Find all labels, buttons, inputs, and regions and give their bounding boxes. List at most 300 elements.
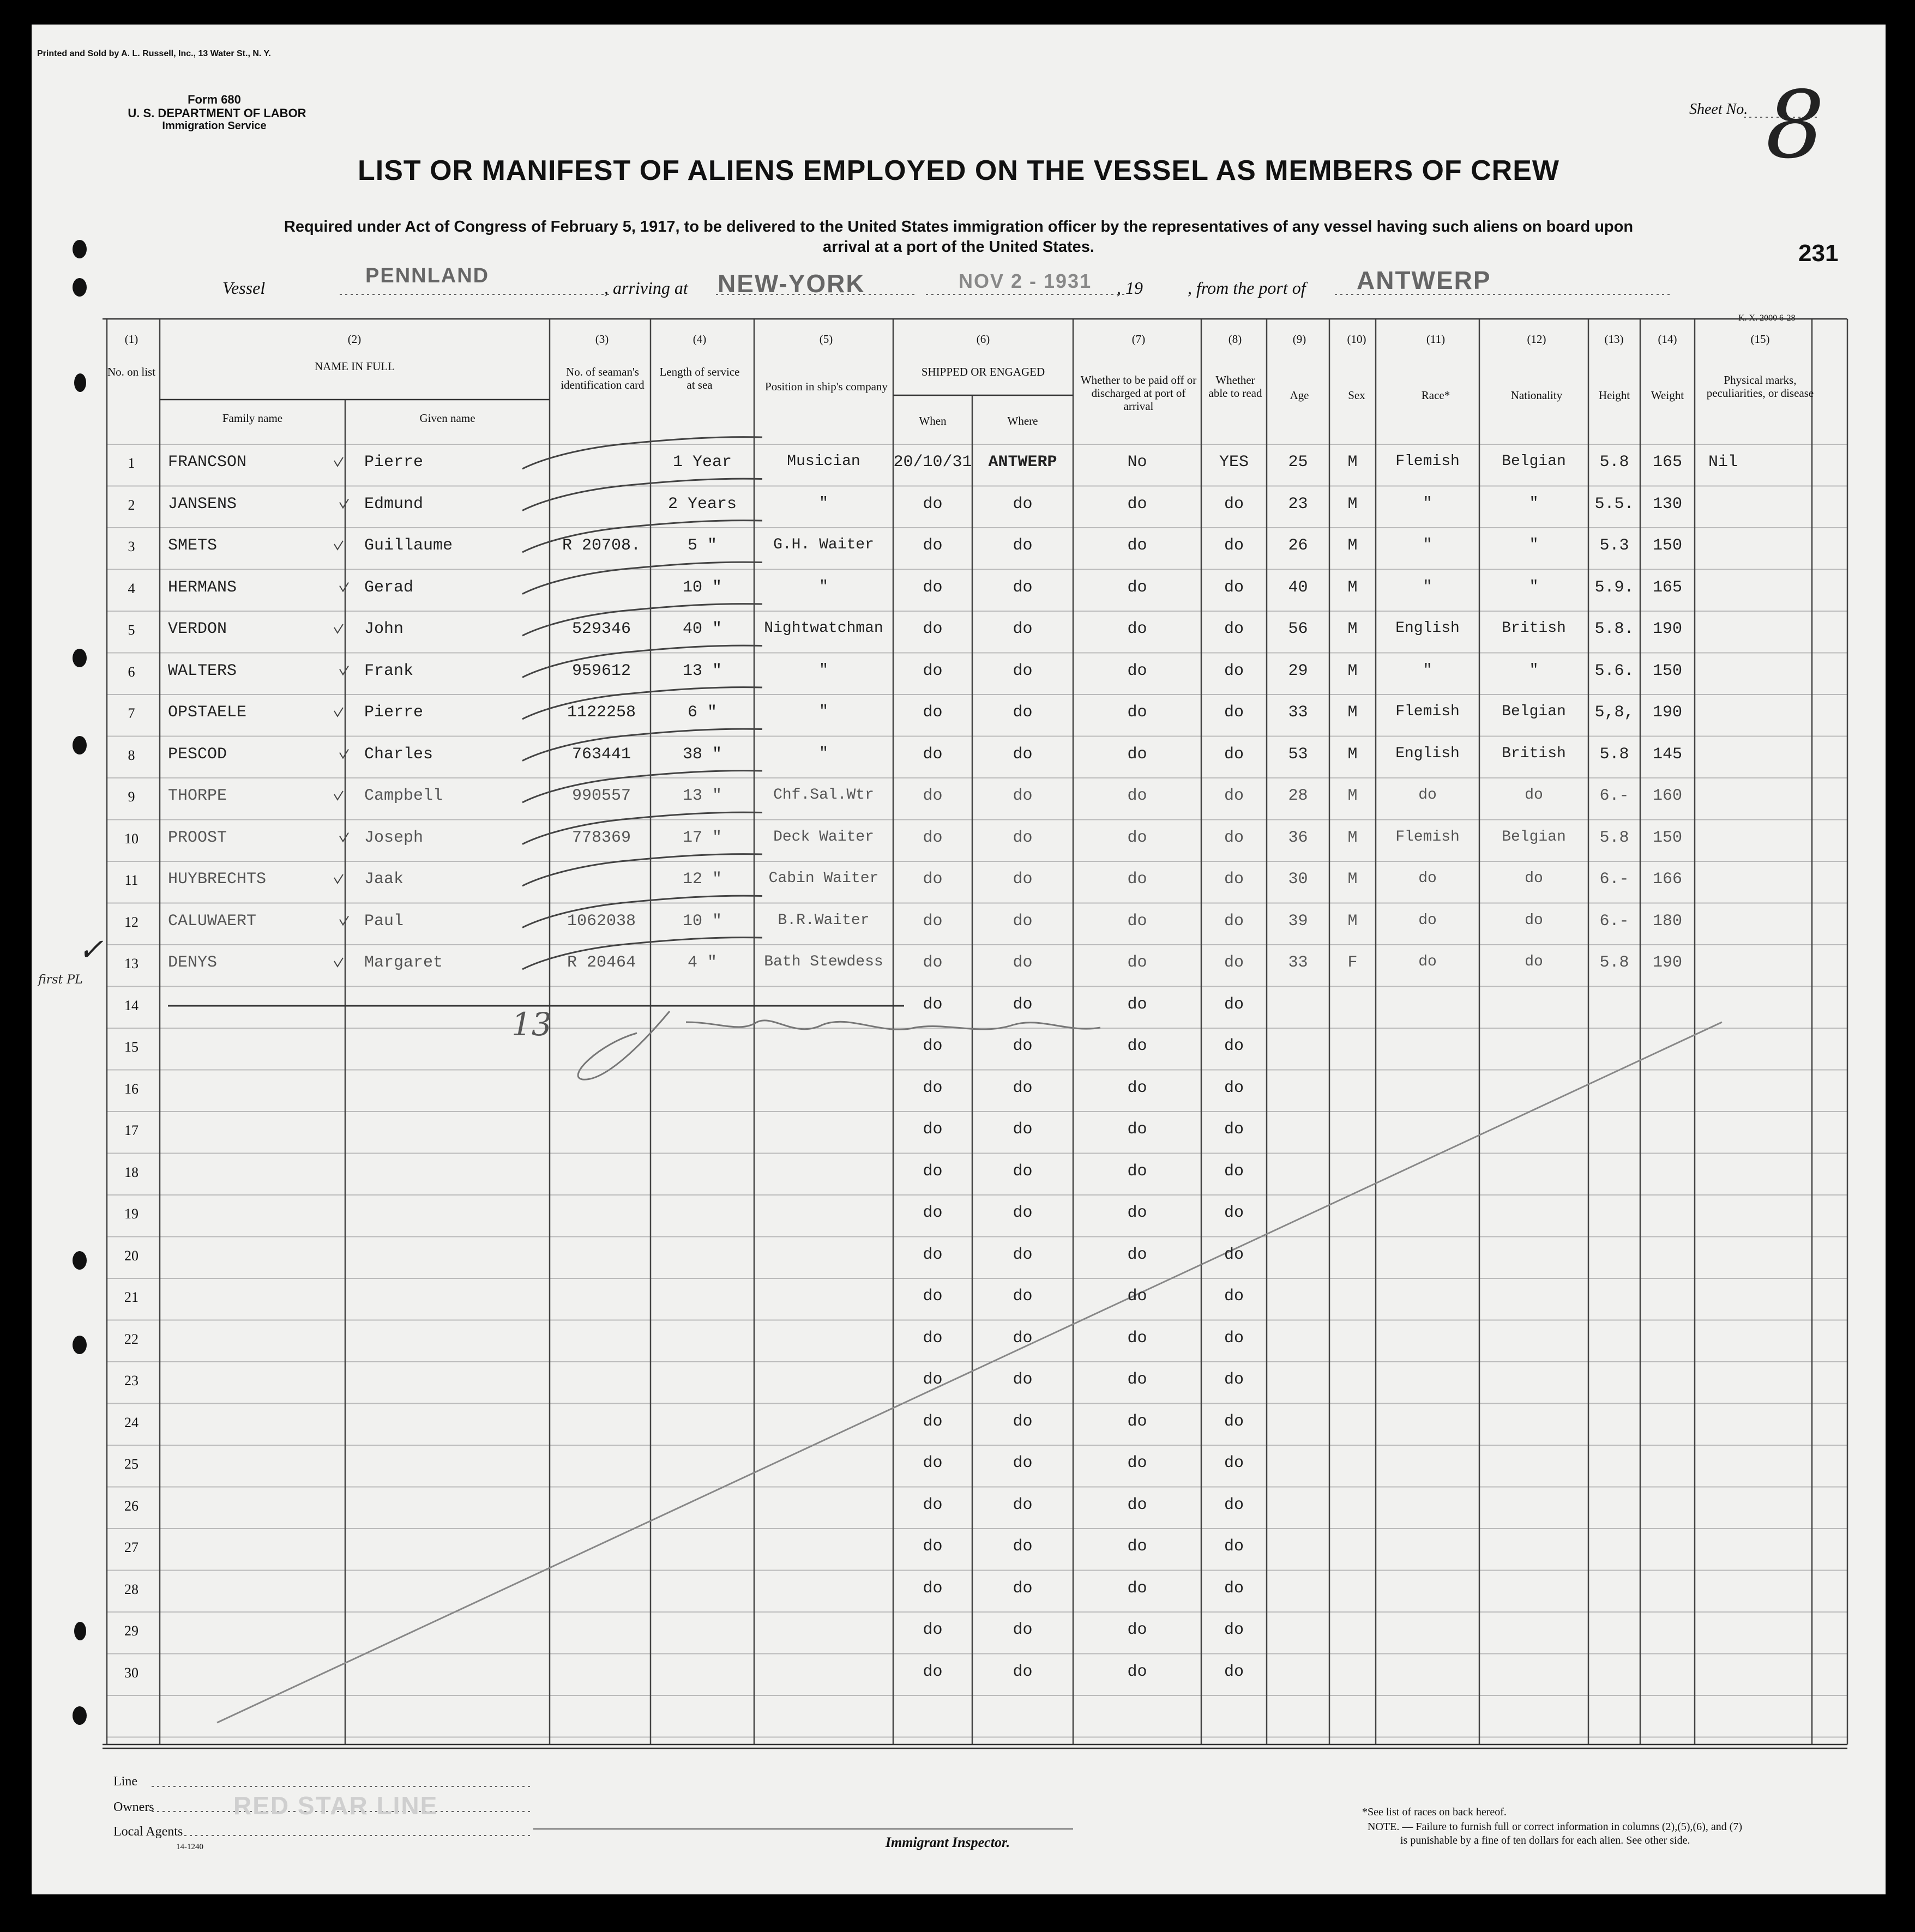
column-number: (15): [1750, 333, 1770, 346]
cell-height: 5.8.: [1594, 620, 1634, 638]
cell-where: do: [1013, 1537, 1033, 1556]
cell-family: JANSENS: [168, 494, 237, 514]
cell-nationality: do: [1525, 911, 1543, 929]
cell-age: 25: [1288, 453, 1308, 472]
sheet-label: Sheet No.: [1689, 101, 1748, 118]
cell-paid: do: [1127, 578, 1147, 597]
cell-card: 778369: [571, 828, 631, 847]
cell-where: ANTWERP: [988, 453, 1057, 472]
cell-given: Edmund: [364, 494, 424, 514]
row-number: 30: [124, 1664, 138, 1681]
cell-race: ": [1423, 494, 1432, 512]
cell-height: 5.3: [1599, 536, 1629, 555]
row-number: 17: [124, 1122, 138, 1138]
row-number: 12: [124, 914, 138, 930]
arrival-port: NEW-YORK: [718, 269, 865, 298]
cell-card: 529346: [571, 620, 631, 638]
cell-read: do: [1224, 1662, 1244, 1681]
row-number: 11: [124, 872, 138, 888]
cell-read: do: [1224, 828, 1244, 847]
cell-weight: 190: [1652, 620, 1682, 638]
cell-height: 6.-: [1599, 911, 1629, 931]
cell-age: 33: [1288, 953, 1308, 972]
column-number: (10): [1347, 333, 1366, 346]
cell-paid: do: [1127, 494, 1147, 514]
cell-paid: do: [1127, 1037, 1147, 1055]
cell-given: Frank: [364, 661, 414, 680]
cell-family: WALTERS: [168, 661, 237, 680]
page-number: 231: [1798, 240, 1839, 267]
cell-where: do: [1013, 870, 1033, 889]
agents-code: 14-1240: [176, 1843, 203, 1851]
cell-nationality: do: [1525, 787, 1543, 804]
cell-paid: do: [1127, 1120, 1147, 1139]
cell-given: Guillaume: [364, 536, 453, 555]
cell-given: Jaak: [364, 870, 404, 889]
cell-read: do: [1224, 953, 1244, 972]
manifest-sheet: [32, 25, 1886, 1894]
cell-age: 40: [1288, 578, 1308, 597]
cell-when: do: [923, 745, 943, 764]
cell-paid: do: [1127, 1287, 1147, 1306]
sheet-number: 8: [1766, 71, 1825, 179]
row-number: 8: [128, 747, 135, 763]
row-number: 6: [128, 663, 135, 680]
cell-where: do: [1013, 1037, 1033, 1055]
cell-family: CALUWAERT: [168, 911, 257, 931]
cell-read: do: [1224, 911, 1244, 931]
cell-position: ": [819, 661, 828, 679]
cell-race: ": [1423, 578, 1432, 595]
cell-paid: do: [1127, 661, 1147, 680]
cell-card: 1122258: [567, 703, 636, 722]
cell-nationality: Belgian: [1502, 703, 1566, 720]
cell-paid: do: [1127, 620, 1147, 638]
cell-paid: do: [1127, 911, 1147, 931]
cell-where: do: [1013, 1120, 1033, 1139]
cell-given: John: [364, 620, 404, 638]
cell-weight: 165: [1652, 453, 1682, 472]
cell-sex: M: [1347, 578, 1358, 597]
cell-height: 5.8: [1599, 453, 1629, 472]
cell-paid: do: [1127, 1370, 1147, 1389]
cell-read: do: [1224, 1078, 1244, 1097]
margin-check-mark: ✓: [78, 932, 104, 968]
cell-read: do: [1224, 1621, 1244, 1639]
footer-note-penalty-2: is punishable by a fine of ten dollars for each alien. See other side.: [1400, 1834, 1690, 1846]
cell-nationality: Belgian: [1502, 828, 1566, 846]
cell-height: 5.8: [1599, 953, 1629, 972]
column-number: (7): [1131, 333, 1146, 346]
cell-race: do: [1418, 870, 1437, 887]
cell-sex: M: [1347, 870, 1358, 889]
cell-height: 6.-: [1599, 870, 1629, 889]
cell-position: B.R.Waiter: [778, 911, 870, 929]
cell-weight: 165: [1652, 578, 1682, 597]
cell-when: do: [923, 1370, 943, 1389]
header-weight: Weight: [1651, 389, 1684, 402]
cell-position: Musician: [787, 453, 860, 470]
cell-where: do: [1013, 1329, 1033, 1348]
column-number: (11): [1426, 333, 1446, 346]
cell-when: do: [923, 828, 943, 847]
cell-length: 13 ": [682, 787, 722, 805]
cell-read: do: [1224, 620, 1244, 638]
row-number: 25: [124, 1456, 138, 1472]
cell-read: do: [1224, 661, 1244, 680]
cell-length: 13 ": [682, 661, 722, 680]
cell-read: do: [1224, 1537, 1244, 1556]
cell-when: do: [923, 620, 943, 638]
cell-paid: do: [1127, 536, 1147, 555]
cell-family: FRANCSON: [168, 453, 247, 472]
cell-weight: 130: [1652, 494, 1682, 514]
cell-sex: M: [1347, 703, 1358, 722]
cell-length: 12 ": [682, 870, 722, 889]
cell-when: do: [923, 1579, 943, 1598]
cell-given: Campbell: [364, 787, 443, 805]
cell-when: do: [923, 1162, 943, 1181]
cell-length: 5 ": [687, 536, 717, 555]
row-number: 22: [124, 1331, 138, 1347]
cell-paid: do: [1127, 828, 1147, 847]
cell-paid: do: [1127, 870, 1147, 889]
cell-where: do: [1013, 1162, 1033, 1181]
local-agents-label: Local Agents: [113, 1825, 183, 1839]
header-family-name: Family name: [222, 412, 283, 425]
immigrant-inspector-label: Immigrant Inspector.: [885, 1834, 1010, 1850]
cell-race: English: [1395, 620, 1460, 637]
cell-family: VERDON: [168, 620, 227, 638]
cell-where: do: [1013, 787, 1033, 805]
printer-line: Printed and Sold by A. L. Russell, Inc., 13 Water St., N. Y.: [37, 49, 271, 58]
cell-when: do: [923, 953, 943, 972]
row-number: 20: [124, 1247, 138, 1264]
row-number: 13: [124, 956, 138, 971]
column-number: (5): [819, 333, 833, 346]
cell-race: English: [1395, 745, 1460, 762]
cell-weight: 145: [1652, 745, 1682, 764]
cell-where: do: [1013, 620, 1033, 638]
cell-paid: do: [1127, 1537, 1147, 1556]
cell-read: do: [1224, 870, 1244, 889]
cell-paid: do: [1127, 1329, 1147, 1348]
cell-paid: do: [1127, 1621, 1147, 1639]
cell-read: do: [1224, 494, 1244, 514]
cell-position: ": [819, 745, 828, 762]
column-number: (3): [595, 333, 609, 346]
row-number: 29: [124, 1623, 138, 1639]
cell-paid: do: [1127, 1579, 1147, 1598]
subtitle-line-1: Required under Act of Congress of February 5, 1917, to be delivered to the United States immigration officer by the representatives of any vessel having such aliens on board upon: [284, 218, 1634, 236]
cell-position: ": [819, 703, 828, 720]
cell-read: do: [1224, 1329, 1244, 1348]
cell-read: do: [1224, 745, 1244, 764]
cell-read: do: [1224, 1495, 1244, 1514]
cell-age: 26: [1288, 536, 1308, 555]
cell-family: HERMANS: [168, 578, 237, 597]
cell-paid: do: [1127, 953, 1147, 972]
year-label: , 19: [1117, 278, 1143, 298]
department-name: U. S. DEPARTMENT OF LABOR: [128, 106, 306, 120]
cell-weight: 190: [1652, 703, 1682, 722]
cell-card: 763441: [571, 745, 631, 764]
cell-where: do: [1013, 1412, 1033, 1431]
cell-position: Bath Stewdess: [764, 953, 883, 970]
cell-age: 28: [1288, 787, 1308, 805]
cell-read: do: [1224, 1120, 1244, 1139]
cell-when: do: [923, 1495, 943, 1514]
owners-label: Owners: [113, 1800, 154, 1814]
cell-given: Paul: [364, 911, 404, 931]
cell-when: do: [923, 995, 943, 1014]
row-number: 4: [128, 580, 135, 596]
cell-when: do: [923, 578, 943, 597]
cell-card: R 20708.: [562, 536, 641, 555]
row-number: 24: [124, 1414, 138, 1430]
row-number: 5: [128, 622, 135, 638]
cell-nationality: Belgian: [1502, 453, 1566, 470]
column-number: (14): [1658, 333, 1677, 346]
cell-position: Nightwatchman: [764, 620, 883, 637]
cell-when: do: [923, 494, 943, 514]
row-number: 21: [124, 1289, 138, 1305]
cell-position: ": [819, 578, 828, 595]
row-number: 26: [124, 1498, 138, 1514]
cell-nationality: ": [1529, 494, 1539, 512]
cell-paid: do: [1127, 703, 1147, 722]
cell-card: R 20464: [567, 953, 636, 972]
cell-where: do: [1013, 703, 1033, 722]
column-number: (1): [124, 333, 138, 346]
cell-when: do: [923, 536, 943, 555]
cell-given: Gerad: [364, 578, 414, 597]
cell-sex: M: [1347, 453, 1358, 472]
departure-port: ANTWERP: [1357, 266, 1491, 294]
cell-age: 36: [1288, 828, 1308, 847]
cell-card: 1062038: [567, 911, 636, 931]
cell-family: HUYBRECHTS: [168, 870, 267, 889]
cell-nationality: do: [1525, 953, 1543, 970]
cell-when: do: [923, 1204, 943, 1222]
cell-read: do: [1224, 1037, 1244, 1055]
cell-age: 33: [1288, 703, 1308, 722]
cell-when: do: [923, 911, 943, 931]
vessel-name: PENNLAND: [365, 264, 490, 287]
cell-where: do: [1013, 578, 1033, 597]
row-number: 9: [128, 789, 135, 805]
cell-when: do: [923, 1662, 943, 1681]
cell-paid: do: [1127, 1078, 1147, 1097]
cell-height: 5.8: [1599, 745, 1629, 764]
cell-paid: do: [1127, 1454, 1147, 1472]
row-number: 10: [124, 830, 138, 847]
cell-where: do: [1013, 661, 1033, 680]
cell-when: do: [923, 1412, 943, 1431]
cell-when: do: [923, 1329, 943, 1348]
cell-paid: do: [1127, 787, 1147, 805]
row-number: 15: [124, 1039, 138, 1055]
footer-note-races: *See list of races on back hereof.: [1362, 1806, 1507, 1818]
cell-given: Charles: [364, 745, 433, 764]
arrival-date-stamp: NOV 2 - 1931: [959, 270, 1092, 292]
cell-weight: 150: [1652, 661, 1682, 680]
row-number: 27: [124, 1539, 138, 1555]
header-id-card: No. of seaman's identification card: [561, 365, 645, 391]
header-when: When: [919, 414, 947, 427]
header-nationality: Nationality: [1510, 389, 1563, 402]
row-number: 16: [124, 1080, 138, 1097]
cell-read: do: [1224, 1412, 1244, 1431]
cell-family: OPSTAELE: [168, 703, 247, 722]
cell-height: 5.8: [1599, 828, 1629, 847]
header-able-to-read: Whether able to read: [1208, 373, 1262, 400]
header-given-name: Given name: [419, 412, 475, 425]
cell-length: 38 ": [682, 745, 722, 764]
cell-race: do: [1418, 911, 1437, 929]
cell-race: do: [1418, 787, 1437, 804]
cell-physical: Nil: [1708, 453, 1738, 472]
cell-when: do: [923, 1621, 943, 1639]
cell-read: do: [1224, 536, 1244, 555]
vessel-label: Vessel: [222, 278, 266, 298]
row-number: 2: [128, 497, 135, 513]
column-number: (8): [1228, 333, 1242, 346]
row-number: 19: [124, 1206, 138, 1222]
line-label: Line: [113, 1774, 137, 1789]
cell-sex: M: [1347, 536, 1358, 555]
form-number: Form 680: [188, 93, 241, 106]
from-port-label: , from the port of: [1188, 278, 1306, 298]
header-physical-marks: Physical marks, peculiarities, or disease: [1706, 373, 1814, 400]
cell-read: do: [1224, 995, 1244, 1014]
row-number: 14: [124, 997, 138, 1013]
cell-height: 5.9.: [1594, 578, 1634, 597]
cell-nationality: British: [1502, 745, 1566, 762]
cell-when: do: [923, 870, 943, 889]
header-shipped-engaged: SHIPPED OR ENGAGED: [921, 365, 1045, 378]
cell-family: PROOST: [168, 828, 227, 847]
cell-paid: do: [1127, 1204, 1147, 1222]
cell-when: do: [923, 1287, 943, 1306]
cell-paid: do: [1127, 995, 1147, 1014]
cell-sex: M: [1347, 787, 1358, 805]
cell-where: do: [1013, 1287, 1033, 1306]
cell-where: do: [1013, 1245, 1033, 1264]
handwritten-total: 13: [511, 1006, 552, 1043]
cell-card: 959612: [571, 661, 631, 680]
cell-where: do: [1013, 494, 1033, 514]
cell-length: 6 ": [687, 703, 717, 722]
row-number: 18: [124, 1164, 138, 1180]
cell-paid: do: [1127, 1412, 1147, 1431]
cell-age: 23: [1288, 494, 1308, 514]
cell-length: 17 ": [682, 828, 722, 847]
cell-where: do: [1013, 953, 1033, 972]
cell-read: do: [1224, 703, 1244, 722]
cell-given: Joseph: [364, 828, 424, 847]
cell-read: YES: [1219, 453, 1249, 472]
cell-where: do: [1013, 745, 1033, 764]
cell-race: do: [1418, 953, 1437, 970]
cell-when: do: [923, 1537, 943, 1556]
header-position: Position in ship's company: [765, 380, 888, 393]
cell-nationality: do: [1525, 870, 1543, 887]
cell-race: Flemish: [1395, 828, 1460, 846]
cell-length: 2 Years: [667, 494, 737, 514]
cell-read: do: [1224, 787, 1244, 805]
cell-read: do: [1224, 1579, 1244, 1598]
cell-length: 1 Year: [672, 453, 732, 472]
cell-given: Pierre: [364, 453, 424, 472]
cell-weight: 150: [1652, 828, 1682, 847]
cell-when: do: [923, 703, 943, 722]
cell-family: DENYS: [168, 953, 218, 972]
cell-sex: M: [1347, 661, 1358, 680]
cell-read: do: [1224, 1245, 1244, 1264]
cell-card: 990557: [571, 787, 631, 805]
subtitle-line-2: arrival at a port of the United States.: [823, 238, 1094, 256]
cell-sex: M: [1347, 494, 1358, 514]
cell-length: 10 ": [682, 911, 722, 931]
cell-given: Pierre: [364, 703, 424, 722]
cell-read: do: [1224, 1204, 1244, 1222]
cell-read: do: [1224, 578, 1244, 597]
cell-where: do: [1013, 1078, 1033, 1097]
cell-race: ": [1423, 661, 1432, 679]
header-age: Age: [1290, 389, 1309, 402]
header-sex: Sex: [1348, 389, 1365, 402]
cell-age: 53: [1288, 745, 1308, 764]
cell-paid: do: [1127, 1495, 1147, 1514]
cell-where: do: [1013, 1370, 1033, 1389]
cell-read: do: [1224, 1370, 1244, 1389]
cell-given: Margaret: [364, 953, 443, 972]
owners-stamp: RED STAR LINE: [233, 1791, 438, 1820]
cell-read: do: [1224, 1162, 1244, 1181]
cell-when: 20/10/31: [893, 453, 972, 472]
cell-paid: do: [1127, 745, 1147, 764]
header-paid-off: Whether to be paid off or discharged at port of arrival: [1080, 373, 1197, 413]
cell-sex: M: [1347, 620, 1358, 638]
cell-weight: 166: [1652, 870, 1682, 889]
cell-when: do: [923, 1037, 943, 1055]
cell-weight: 180: [1652, 911, 1682, 931]
footer-note-penalty-1: NOTE. — Failure to furnish full or correct information in columns (2),(5),(6), and (7): [1368, 1821, 1743, 1833]
cell-age: 56: [1288, 620, 1308, 638]
column-number: (13): [1604, 333, 1624, 346]
form-code: K. X. 2000 6-28: [1738, 313, 1796, 323]
column-number: (2): [347, 333, 362, 346]
cell-weight: 160: [1652, 787, 1682, 805]
cell-sex: M: [1347, 911, 1358, 931]
cell-where: do: [1013, 1579, 1033, 1598]
service-name: Immigration Service: [162, 120, 267, 132]
header-where: Where: [1007, 414, 1038, 427]
cell-when: do: [923, 1078, 943, 1097]
cell-race: Flemish: [1395, 453, 1460, 470]
cell-where: do: [1013, 1662, 1033, 1681]
row-number: 3: [128, 539, 135, 554]
cell-where: do: [1013, 536, 1033, 555]
cell-length: 40 ": [682, 620, 722, 638]
cell-nationality: ": [1529, 578, 1539, 595]
cell-position: G.H. Waiter: [773, 536, 874, 553]
cell-age: 30: [1288, 870, 1308, 889]
cell-when: do: [923, 1245, 943, 1264]
column-number: (9): [1292, 333, 1306, 346]
cell-when: do: [923, 787, 943, 805]
